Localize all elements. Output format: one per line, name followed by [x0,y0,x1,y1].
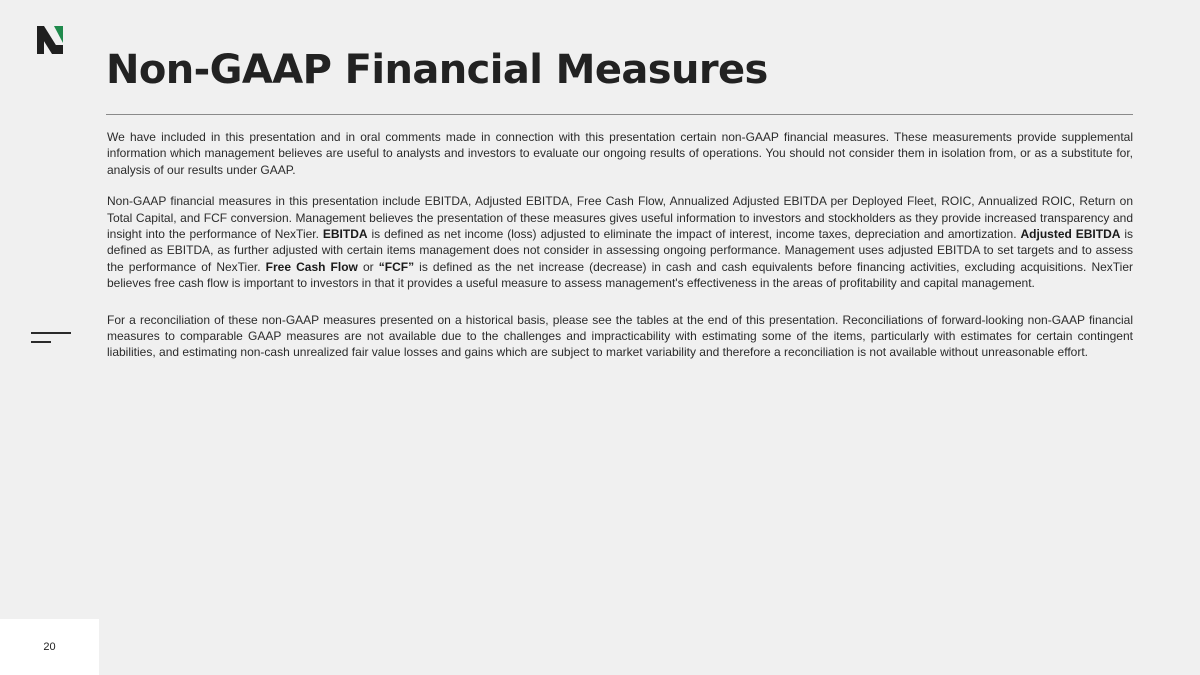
paragraph-reconciliation: For a reconciliation of these non-GAAP measures presented on a historical basis, please see the tables at the end of this presentation. Reconciliations of forward-looking non-GAAP financial measures to comparable GAAP measures are not available due to the challenges and impracticability with estimating some of the items, particularly with estimates for certain contingent liabilities, and estimating non-cash unrealized fair value losses and gains which are subject to market variability and therefore a reconciliation is not available without unreasonable effort. [107,312,1133,360]
definitions-text-4: is defined as the net increase (decrease) in cash and cash equivalents before financing activities, excluding acquisitions. NexTier believes free cash flow is important to investors in that it provides a useful measure to assess management's effectiveness in the areas of profitability and capital management. [107,259,1134,291]
definitions-text-1: Non-GAAP financial measures in this presentation include EBITDA, Adjusted EBITDA, Free Cash Flow, Annualized Adjusted EBITDA per Deployed Fleet, ROIC, Annualized ROIC, Return on Total Capital, and FCF conversion. Management believes the presentation of these measures gives useful information to investors and stockholders as they provide increased transparency and insight into the performance of NexTier. [107,194,1133,242]
definitions-text-2: is defined as net income (loss) adjusted to eliminate the impact of interest, income taxes, depreciation and amortization. [367,227,1021,242]
term-adjusted-ebitda: Adjusted EBITDA [1020,227,1121,242]
decorative-dash-long [31,332,71,334]
definitions-text-3: is defined as EBITDA, as further adjusted with certain items management does not consider in assessing ongoing performance. Management uses adjusted EBITDA to set targets and to assess the performance of NexTier. [107,227,1134,274]
decorative-dash-short [31,341,51,343]
page-number: 20 [43,641,56,653]
term-fcf: “FCF” [378,259,415,274]
paragraph-definitions [107,193,1133,291]
definitions-or: or [357,259,379,274]
nextier-n-logo-icon [37,26,63,54]
paragraph-intro: We have included in this presentation and in oral comments made in connection with this presentation certain non-GAAP financial measures. These measurements provide supplemental information which management believes are useful to analysts and investors to evaluate our ongoing results of operations. You should not consider them in isolation from, or as a substitute for, analysis of our results under GAAP. [107,130,1133,177]
page-number-box [0,619,99,675]
term-ebitda: EBITDA [322,227,368,242]
term-free-cash-flow: Free Cash Flow [265,259,358,274]
title-divider [106,114,1133,115]
body-text [107,129,1133,361]
page-title: Non-GAAP Financial Measures [106,47,768,93]
